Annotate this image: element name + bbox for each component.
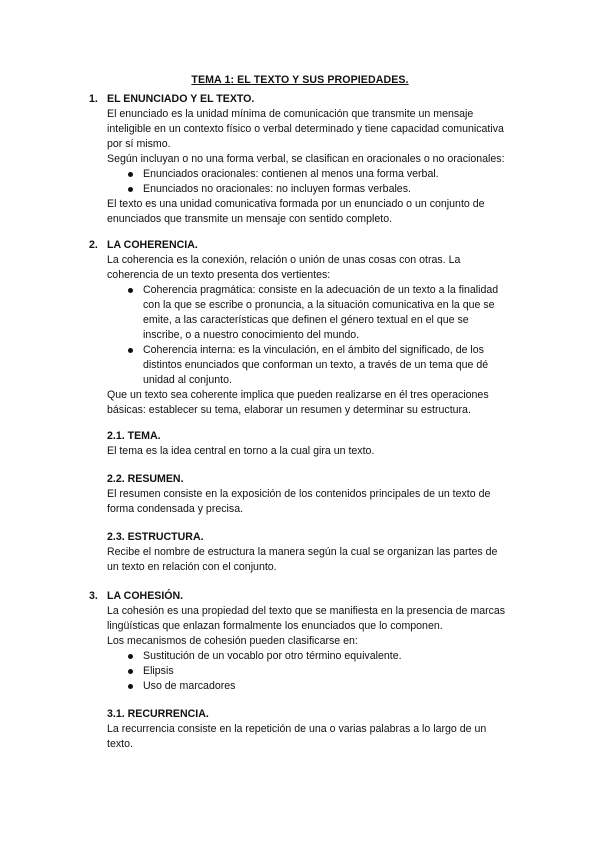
bullet-list xyxy=(107,649,527,694)
bullet-icon xyxy=(128,348,133,353)
paragraph-line: El texto es una unidad comunicativa formada por un enunciado o un conjunto de xyxy=(107,198,485,210)
paragraph-line: texto. xyxy=(107,738,133,750)
bullet-icon xyxy=(128,654,133,659)
bullet-icon xyxy=(128,669,133,674)
section-title: EL ENUNCIADO Y EL TEXTO. xyxy=(107,93,255,105)
bullet-icon xyxy=(128,684,133,689)
section-number: 2. xyxy=(89,239,98,251)
section-number: 3. xyxy=(89,590,98,602)
subsection-resumen xyxy=(107,472,527,517)
subsection-tema xyxy=(107,429,527,459)
section-heading xyxy=(89,238,527,253)
paragraph-line: Que un texto sea coherente implica que pueden realizarse en él tres operaciones xyxy=(107,389,489,401)
section-cohesion xyxy=(89,589,527,694)
paragraph-line: El enunciado es la unidad mínima de comunicación que transmite un mensaje xyxy=(107,108,474,120)
paragraph-line: lingüísticas que enlazan formalmente los enunciados que lo componen. xyxy=(107,620,443,632)
paragraph-line: Recibe el nombre de estructura la manera según la cual se organizan las partes de xyxy=(107,546,498,558)
section-title: LA COHERENCIA. xyxy=(107,239,198,251)
paragraph-line: El tema es la idea central en torno a la cual gira un texto. xyxy=(107,445,375,457)
bullet-list xyxy=(107,167,527,197)
paragraph-line: un texto en relación con el conjunto. xyxy=(107,561,277,573)
list-item: Sustitución de un vocablo por otro término equivalente. xyxy=(107,649,527,664)
paragraph-line: Según incluyan o no una forma verbal, se clasifican en oracionales o no oracionales: xyxy=(107,153,505,165)
section-heading xyxy=(89,589,527,604)
list-item: Coherencia pragmática: consiste en la adecuación de un texto a la finalidad con la que se escribe o pronuncia, a la situación comunicativa en la que se emite, a las características que definen el género textual en el que se inscribe, o a nuestro conocimiento del mundo. xyxy=(107,283,527,343)
section-title: LA COHESIÓN. xyxy=(107,590,184,602)
list-item: Enunciados no oracionales: no incluyen formas verbales. xyxy=(107,182,527,197)
list-item: Uso de marcadores xyxy=(107,679,527,694)
document-title: TEMA 1: EL TEXTO Y SUS PROPIEDADES. xyxy=(191,74,409,86)
list-item: Enunciados oracionales: contienen al menos una forma verbal. xyxy=(107,167,527,182)
bullet-list xyxy=(107,283,527,388)
subsection-estructura xyxy=(107,530,527,575)
subsection-recurrencia xyxy=(107,707,527,752)
paragraph-line: forma condensada y precisa. xyxy=(107,503,244,515)
section-enunciado-texto xyxy=(89,92,527,227)
section-coherencia xyxy=(89,238,527,418)
list-item: Elipsis xyxy=(107,664,527,679)
paragraph-line: coherencia de un texto presenta dos vertientes: xyxy=(107,269,331,281)
section-heading xyxy=(89,92,527,107)
paragraph-line: El resumen consiste en la exposición de los contenidos principales de un texto de xyxy=(107,488,491,500)
list-item: Coherencia interna: es la vinculación, en el ámbito del significado, de los distintos enunciados que conforman un texto, a través de un tema que dé unidad al conjunto. xyxy=(107,343,527,388)
paragraph-line: Los mecanismos de cohesión pueden clasificarse en: xyxy=(107,635,358,647)
paragraph-line: La cohesión es una propiedad del texto que se manifiesta en la presencia de marcas xyxy=(107,605,506,617)
subsection-heading: 2.3. ESTRUCTURA. xyxy=(107,531,204,543)
bullet-icon xyxy=(128,288,133,293)
section-number: 1. xyxy=(89,93,98,105)
paragraph-line: por sí mismo. xyxy=(107,138,171,150)
paragraph-line: inteligible en un contexto físico o verbal determinado y tiene capacidad comunicativa xyxy=(107,123,504,135)
bullet-icon xyxy=(128,187,133,192)
subsection-heading: 2.1. TEMA. xyxy=(107,430,161,442)
subsection-heading: 2.2. RESUMEN. xyxy=(107,473,184,485)
bullet-icon xyxy=(128,172,133,177)
paragraph-line: La coherencia es la conexión, relación o unión de unas cosas con otras. La xyxy=(107,254,461,266)
subsection-heading: 3.1. RECURRENCIA. xyxy=(107,708,209,720)
paragraph-line: básicas: establecer su tema, elaborar un resumen y determinar su estructura. xyxy=(107,404,471,416)
paragraph-line: enunciados que transmite un mensaje con sentido completo. xyxy=(107,213,393,225)
paragraph-line: La recurrencia consiste en la repetición de una o varias palabras a lo largo de un xyxy=(107,723,487,735)
